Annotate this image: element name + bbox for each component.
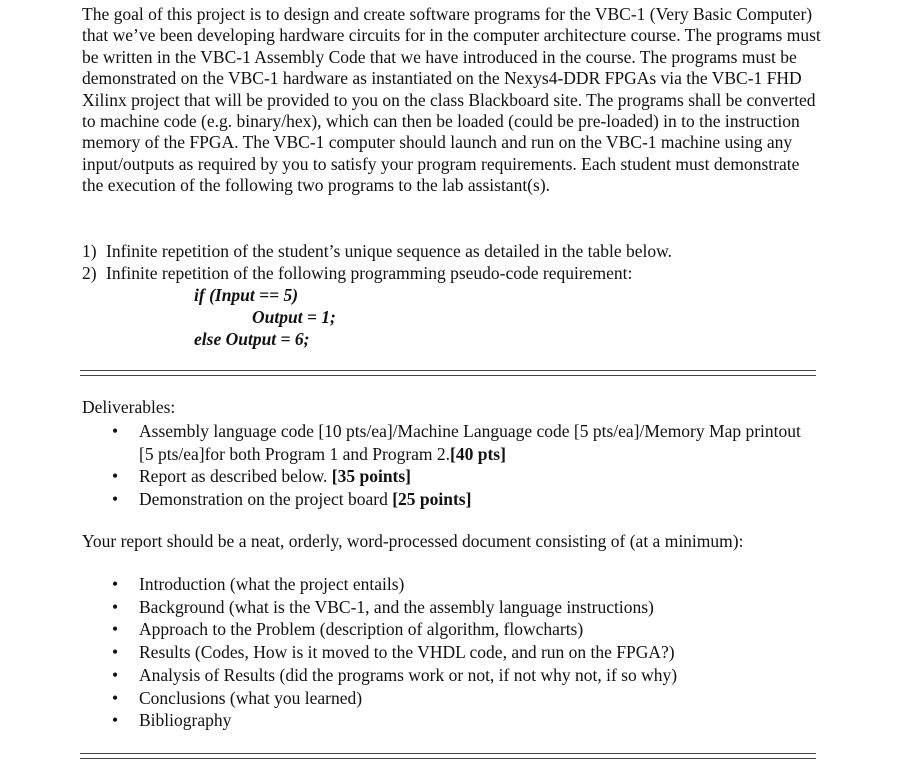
report-section-item: • Conclusions (what you learned)	[112, 687, 812, 710]
deliverables-heading: Deliverables:	[82, 397, 176, 417]
deliverable-item	[112, 488, 812, 511]
deliverables-list	[112, 420, 812, 511]
report-section-item: • Introduction (what the project entails)	[112, 573, 812, 596]
intro-paragraph: The goal of this project is to design and create software programs for the VBC-1 (Very Basic Computer) that we’ve been developing hardware circuits for in the computer architecture course. The programs must be written in the VBC-1 Assembly Code that we have introduced in the course. The programs must be demonstrated on the VBC-1 hardware as instantiated on the Nexys4-DDR FPGAs via the VBC-1 FHD Xilinx project that will be provided to you on the class Blackboard site. The programs shall be converted to machine code (e.g. binary/hex), which can then be loaded (could be pre-loaded) in to the instruction memory of the FPGA. The VBC-1 computer should launch and run on the VBC-1 machine using any input/outputs as required by you to satisfy your program requirements. Each student must demonstrate the execution of the following two programs to the lab assistant(s).	[82, 4, 821, 196]
deliverable-text: Demonstration on the project board	[139, 489, 393, 510]
report-section-item: • Approach to the Problem (description of algorithm, flowcharts)	[112, 618, 812, 641]
deliverable-points: [35 points]	[331, 466, 412, 487]
pseudo-code-line: else Output = 6;	[194, 329, 310, 349]
program-description: Infinite repetition of the following programming pseudo-code requirement:	[106, 263, 633, 283]
pseudo-code-line: if (Input == 5)	[194, 285, 299, 305]
report-section-item: • Analysis of Results (did the programs work or not, if not why not, if so why)	[112, 664, 812, 687]
report-intro: Your report should be a neat, orderly, word-processed document consisting of (at a minimum):	[82, 531, 744, 551]
section-divider	[80, 753, 816, 759]
pseudo-code-line: Output = 1;	[252, 307, 336, 327]
deliverable-item	[112, 465, 812, 488]
program-number: 1)	[82, 241, 97, 261]
program-list-item	[82, 240, 822, 262]
report-sections-list	[112, 573, 812, 732]
deliverable-text: Report as described below.	[139, 466, 332, 487]
report-section-item: • Background (what is the VBC-1, and the assembly language instructions)	[112, 596, 812, 619]
report-section-item: • Bibliography	[112, 709, 812, 732]
program-list	[82, 240, 822, 284]
pseudo-code-block	[194, 284, 336, 350]
report-section-item: • Results (Codes, How is it moved to the VHDL code, and run on the FPGA?)	[112, 641, 812, 664]
program-list-item	[82, 262, 822, 284]
program-number: 2)	[82, 263, 97, 283]
program-description: Infinite repetition of the student’s unique sequence as detailed in the table below.	[106, 241, 672, 261]
deliverable-points: [40 pts]	[450, 443, 506, 464]
deliverable-item	[112, 420, 812, 465]
deliverable-points: [25 points]	[392, 489, 472, 510]
deliverable-text: Assembly language code [10 pts/ea]/Machine Language code [5 pts/ea]/Memory Map printout [5 pts/ea]for both Program 1 and Program 2.	[139, 421, 801, 464]
section-divider	[80, 370, 816, 376]
